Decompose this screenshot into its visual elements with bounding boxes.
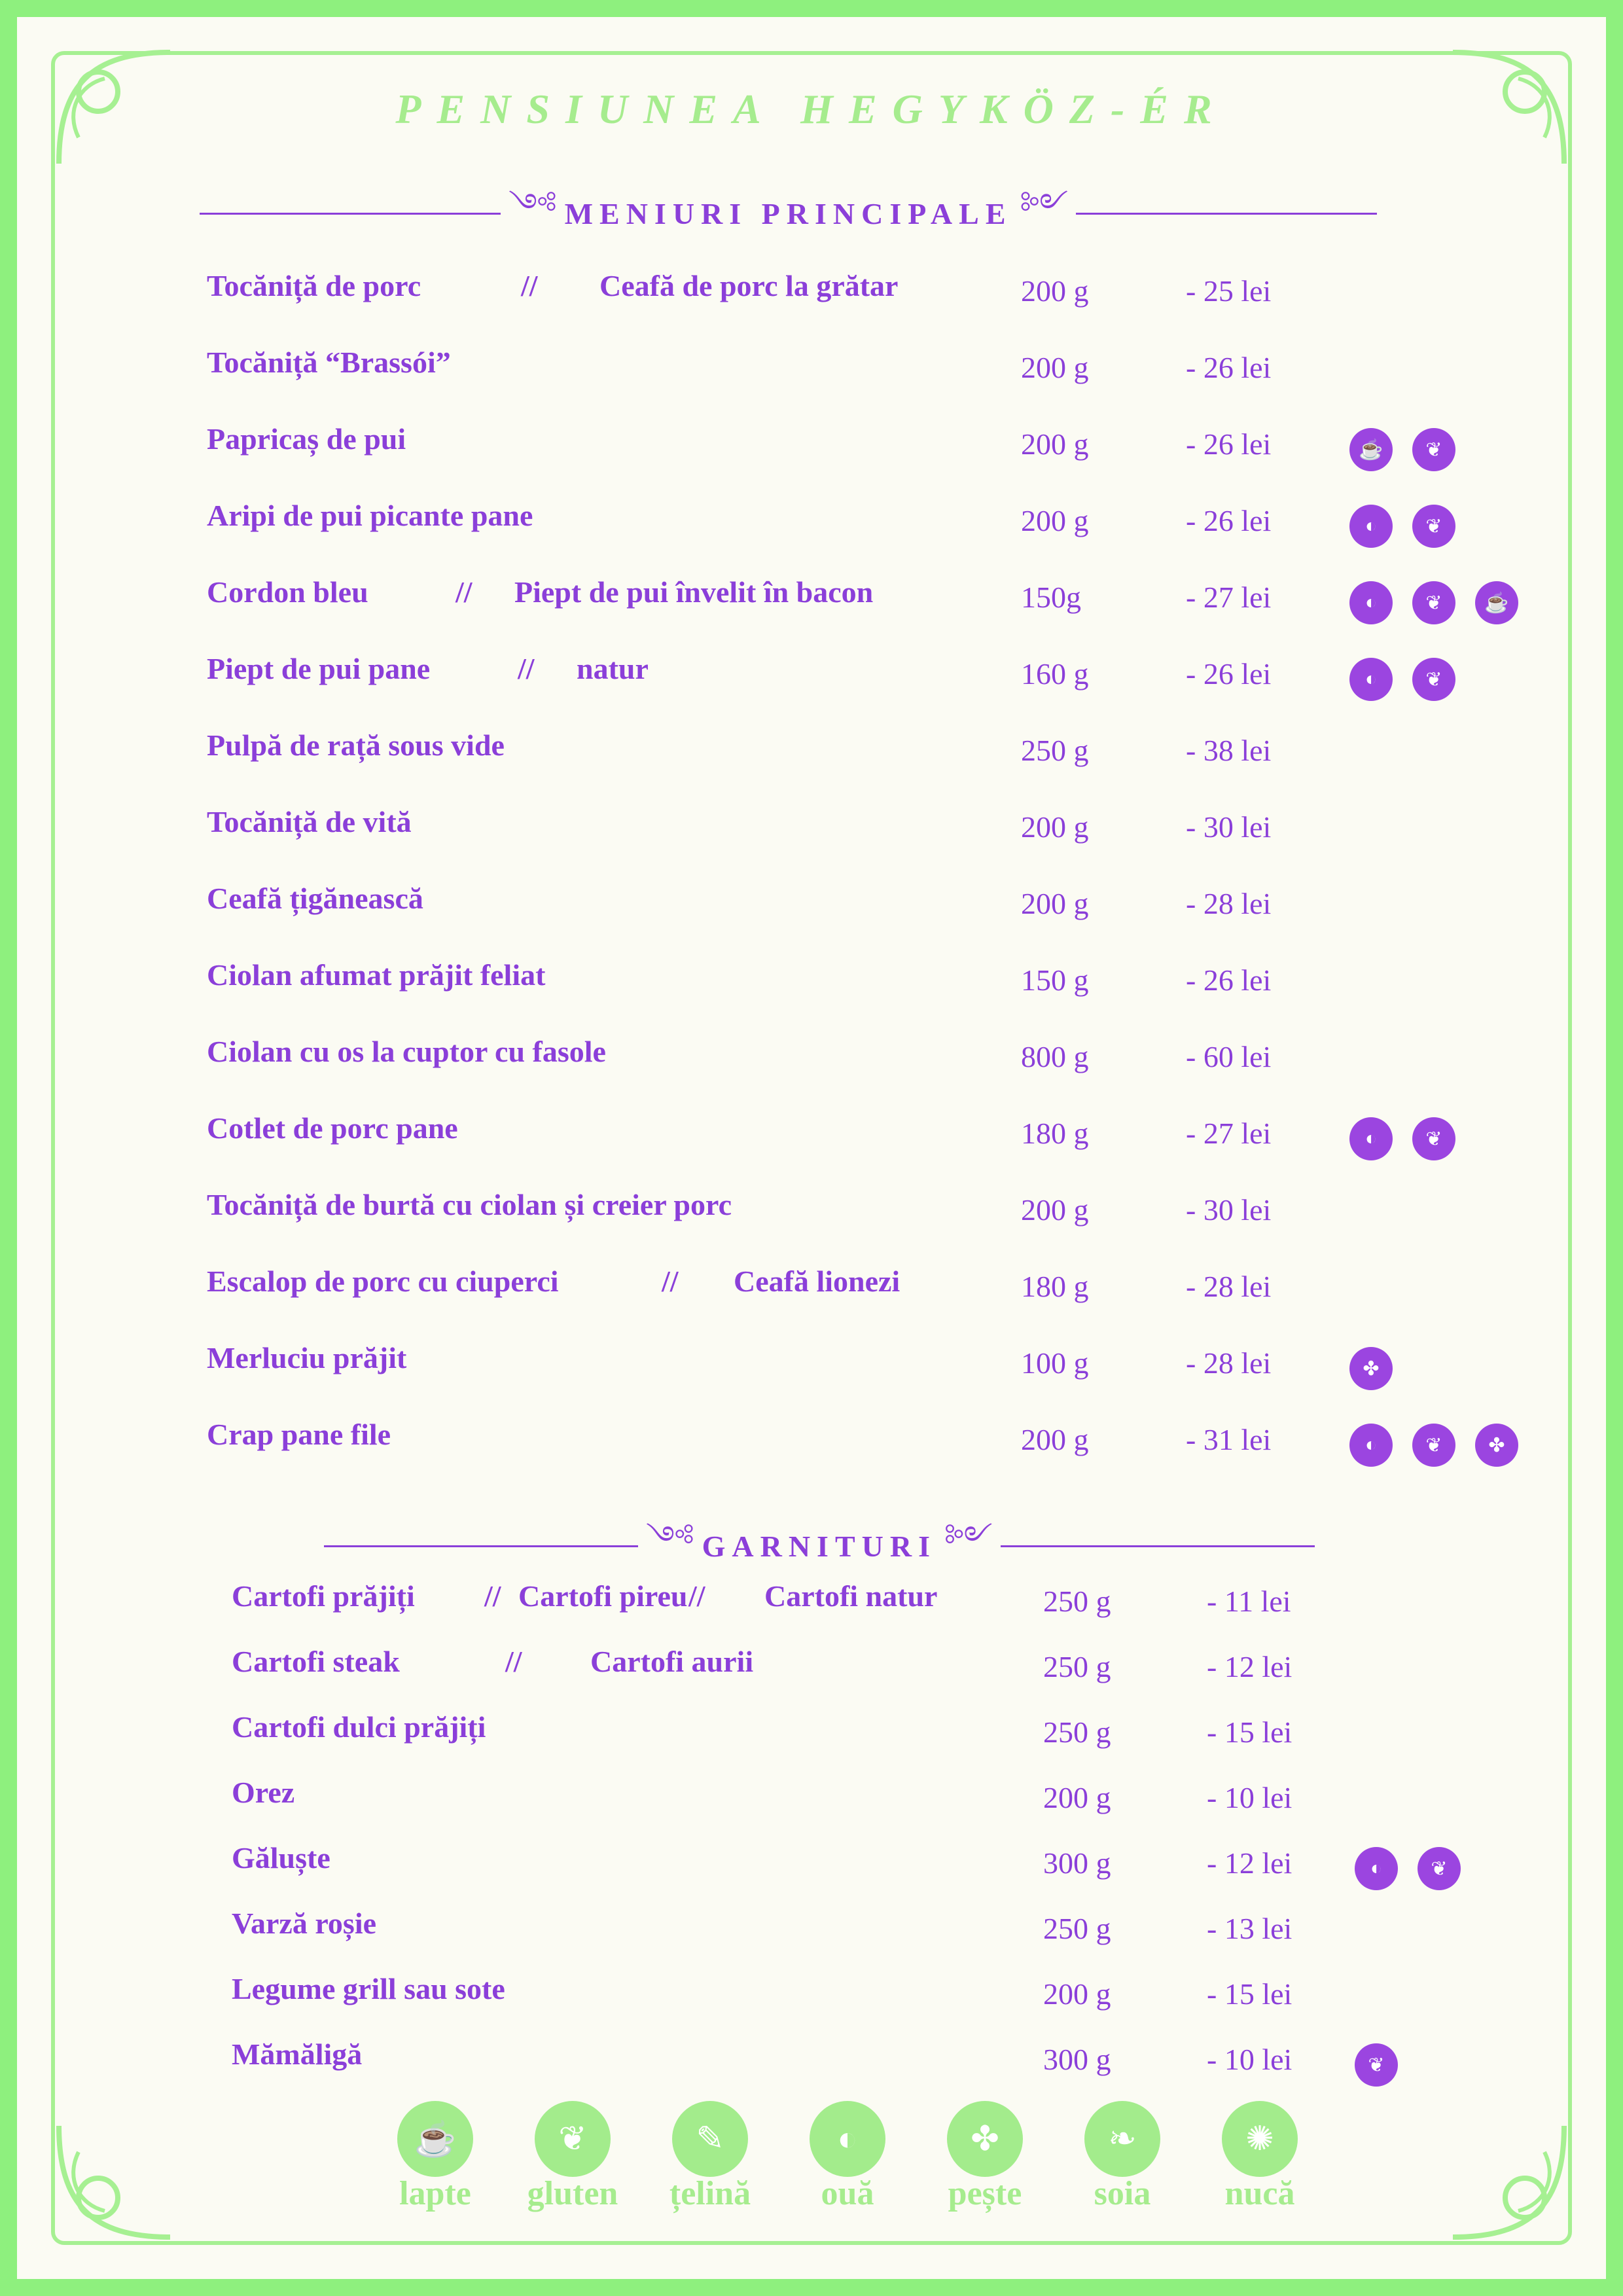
ornament-icon: ༻ bbox=[1020, 188, 1069, 221]
separator: // bbox=[505, 1645, 522, 1678]
allergen-icons bbox=[1355, 1847, 1480, 1890]
dish-name-part: Ceafă lionezi bbox=[734, 1265, 901, 1298]
celery-icon: ✎ bbox=[672, 2101, 748, 2177]
dish-name-part: Papricaș de pui bbox=[207, 422, 406, 456]
ornament-icon: ༻ bbox=[944, 1520, 993, 1554]
legend-item bbox=[779, 2101, 916, 2213]
dish-name-part: Cartofi pireu bbox=[518, 1579, 688, 1613]
legend-label: pește bbox=[948, 2175, 1022, 2212]
legend-label: lapte bbox=[399, 2175, 471, 2212]
dish-weight: 200 g bbox=[1021, 427, 1089, 461]
separator: // bbox=[662, 1265, 679, 1298]
dish-price: - 11 lei bbox=[1207, 1585, 1291, 1618]
dish-weight: 160 g bbox=[1021, 657, 1089, 691]
allergen-icons bbox=[1349, 428, 1475, 471]
dish-weight: 200 g bbox=[1021, 1423, 1089, 1456]
dish-price: - 26 lei bbox=[1186, 351, 1272, 384]
dish-name-part: Varză roșie bbox=[232, 1907, 377, 1940]
dish-price: - 12 lei bbox=[1207, 1650, 1293, 1683]
dish-name-part: Ceafă de porc la grătar bbox=[599, 269, 899, 302]
allergen-gluten-icon: ❦ bbox=[1412, 1117, 1455, 1160]
dish-weight: 180 g bbox=[1021, 1270, 1089, 1303]
dish-price: - 26 lei bbox=[1186, 427, 1272, 461]
dish-name-part: natur bbox=[577, 652, 649, 685]
dish-price: - 26 lei bbox=[1186, 657, 1272, 691]
allergen-gluten-icon: ❦ bbox=[1412, 505, 1455, 548]
dish-price: - 15 lei bbox=[1207, 1977, 1293, 2011]
dish-price: - 30 lei bbox=[1186, 810, 1272, 844]
page-title: PENSIUNEA HEGYKÖZ-ÉR bbox=[395, 86, 1228, 132]
separator: // bbox=[455, 575, 473, 609]
corner-ornament bbox=[52, 2119, 177, 2244]
dish-name-part: Cartofi steak bbox=[232, 1645, 400, 1678]
dish-name-part: Merluciu prăjit bbox=[207, 1341, 407, 1374]
allergen-pește-icon: ✤ bbox=[1475, 1424, 1518, 1467]
dish-price: - 28 lei bbox=[1186, 887, 1272, 920]
dish-name-part: Tocăniță de burtă cu ciolan și creier porc bbox=[207, 1188, 732, 1221]
dish-name-part: Escalop de porc cu ciuperci bbox=[207, 1265, 559, 1298]
allergen-gluten-icon: ❦ bbox=[1412, 428, 1455, 471]
allergen-ouă-icon: ◐ bbox=[1349, 581, 1393, 624]
fish-icon: ✤ bbox=[947, 2101, 1023, 2177]
separator: // bbox=[484, 1579, 501, 1613]
dish-name-part: Ceafă țigănească bbox=[207, 882, 423, 915]
dish-price: - 27 lei bbox=[1186, 1117, 1272, 1150]
separator: // bbox=[688, 1579, 705, 1613]
dish-name-part: Legume grill sau sote bbox=[232, 1972, 505, 2005]
dish-price: - 10 lei bbox=[1207, 1781, 1293, 1814]
allergen-gluten-icon: ❦ bbox=[1412, 1424, 1455, 1467]
legend-label: țelină bbox=[669, 2175, 751, 2212]
dish-weight: 150 g bbox=[1021, 963, 1089, 997]
legend-item bbox=[1191, 2101, 1329, 2213]
dish-name-part: Orez bbox=[232, 1776, 295, 1809]
header-rule bbox=[200, 213, 501, 215]
dish-weight: 200 g bbox=[1021, 504, 1089, 537]
dish-name-part: Ciolan cu os la cuptor cu fasole bbox=[207, 1035, 606, 1068]
dish-name-part: Pulpă de rață sous vide bbox=[207, 728, 505, 762]
dish-weight: 200 g bbox=[1021, 351, 1089, 384]
allergen-icons bbox=[1355, 2043, 1418, 2087]
allergen-ouă-icon: ◐ bbox=[1349, 1117, 1393, 1160]
dish-price: - 15 lei bbox=[1207, 1715, 1293, 1749]
legend-item bbox=[916, 2101, 1054, 2213]
dish-name-part: Aripi de pui picante pane bbox=[207, 499, 533, 532]
dish-name-part: Ciolan afumat prăjit feliat bbox=[207, 958, 546, 992]
section-header-garnish bbox=[324, 1504, 1315, 1588]
dish-weight: 200 g bbox=[1021, 887, 1089, 920]
allergen-ouă-icon: ◐ bbox=[1349, 658, 1393, 701]
dish-weight: 200 g bbox=[1021, 1193, 1089, 1227]
dish-weight: 100 g bbox=[1021, 1346, 1089, 1380]
legend-label: ouă bbox=[821, 2175, 874, 2212]
dish-name-part: Cotlet de porc pane bbox=[207, 1111, 458, 1145]
separator: // bbox=[518, 652, 535, 685]
allergen-ouă-icon: ◐ bbox=[1349, 1424, 1393, 1467]
allergen-ouă-icon: ◐ bbox=[1349, 505, 1393, 548]
dish-weight: 180 g bbox=[1021, 1117, 1089, 1150]
dish-name-part: Piept de pui învelit în bacon bbox=[514, 575, 874, 609]
legend-label: gluten bbox=[527, 2175, 618, 2212]
allergen-icons bbox=[1349, 581, 1538, 624]
separator: // bbox=[521, 269, 538, 302]
legend-item bbox=[504, 2101, 641, 2213]
legend-label: soia bbox=[1094, 2175, 1151, 2212]
milk-icon: ☕ bbox=[397, 2101, 473, 2177]
section-header-main bbox=[200, 171, 1377, 256]
dish-name-part: Cordon bleu bbox=[207, 575, 368, 609]
allergen-gluten-icon: ❦ bbox=[1355, 2043, 1398, 2087]
allergen-icons bbox=[1349, 1347, 1412, 1390]
dish-price: - 31 lei bbox=[1186, 1423, 1272, 1456]
nut-icon: ✺ bbox=[1222, 2101, 1298, 2177]
egg-icon: ◐ bbox=[810, 2101, 885, 2177]
dish-weight: 250 g bbox=[1043, 1585, 1111, 1618]
allergen-pește-icon: ✤ bbox=[1349, 1347, 1393, 1390]
dish-weight: 200 g bbox=[1021, 274, 1089, 308]
dish-price: - 60 lei bbox=[1186, 1040, 1272, 1073]
legend-item bbox=[641, 2101, 779, 2213]
dish-weight: 250 g bbox=[1043, 1912, 1111, 1945]
allergen-gluten-icon: ❦ bbox=[1412, 581, 1455, 624]
dish-name-part: Cartofi natur bbox=[764, 1579, 938, 1613]
soy-icon: ❧ bbox=[1084, 2101, 1160, 2177]
dish-price: - 26 lei bbox=[1186, 963, 1272, 997]
allergen-lapte-icon: ☕ bbox=[1349, 428, 1393, 471]
header-rule bbox=[1076, 213, 1377, 215]
dish-price: - 30 lei bbox=[1186, 1193, 1272, 1227]
allergen-icons bbox=[1349, 505, 1475, 548]
allergen-icons bbox=[1349, 658, 1475, 701]
allergen-icons bbox=[1349, 1117, 1475, 1160]
dish-price: - 10 lei bbox=[1207, 2043, 1293, 2076]
dish-name-part: Cartofi aurii bbox=[590, 1645, 754, 1678]
dish-price: - 28 lei bbox=[1186, 1346, 1272, 1380]
dish-name-part: Crap pane file bbox=[207, 1418, 391, 1451]
dish-weight: 200 g bbox=[1043, 1781, 1111, 1814]
dish-price: - 13 lei bbox=[1207, 1912, 1293, 1945]
dish-name-part: Piept de pui pane bbox=[207, 652, 431, 685]
ornament-icon: ༺ bbox=[646, 1520, 694, 1554]
corner-ornament bbox=[1446, 2119, 1571, 2244]
allergen-icons bbox=[1349, 1424, 1538, 1467]
allergen-gluten-icon: ❦ bbox=[1418, 1847, 1461, 1890]
dish-weight: 300 g bbox=[1043, 2043, 1111, 2076]
dish-weight: 250 g bbox=[1021, 734, 1089, 767]
dish-weight: 250 g bbox=[1043, 1715, 1111, 1749]
allergen-legend bbox=[366, 2101, 1329, 2213]
dish-name-part: Cartofi prăjiți bbox=[232, 1579, 415, 1613]
dish-price: - 25 lei bbox=[1186, 274, 1272, 308]
dish-price: - 27 lei bbox=[1186, 581, 1272, 614]
dish-price: - 12 lei bbox=[1207, 1846, 1293, 1880]
dish-price: - 28 lei bbox=[1186, 1270, 1272, 1303]
dish-price: - 38 lei bbox=[1186, 734, 1272, 767]
dish-name-part: Tocăniță de vită bbox=[207, 805, 412, 838]
section-title: MENIURI PRINCIPALE bbox=[564, 197, 1012, 230]
header-rule bbox=[1001, 1545, 1315, 1547]
dish-name-part: Mămăligă bbox=[232, 2037, 363, 2071]
dish-weight: 300 g bbox=[1043, 1846, 1111, 1880]
dish-price: - 26 lei bbox=[1186, 504, 1272, 537]
dish-name-part: Tocăniță de porc bbox=[207, 269, 421, 302]
dish-name-part: Cartofi dulci prăjiți bbox=[232, 1710, 486, 1744]
dish-weight: 200 g bbox=[1043, 1977, 1111, 2011]
section-title: GARNITURI bbox=[702, 1530, 936, 1563]
dish-name-part: Găluște bbox=[232, 1841, 330, 1874]
dish-name-part: Tocăniță “Brassói” bbox=[207, 346, 451, 379]
dish-weight: 800 g bbox=[1021, 1040, 1089, 1073]
allergen-lapte-icon: ☕ bbox=[1475, 581, 1518, 624]
legend-item bbox=[366, 2101, 504, 2213]
dish-weight: 200 g bbox=[1021, 810, 1089, 844]
dish-weight: 250 g bbox=[1043, 1650, 1111, 1683]
legend-item bbox=[1054, 2101, 1191, 2213]
ornament-icon: ༺ bbox=[508, 188, 557, 221]
legend-label: nucă bbox=[1224, 2175, 1295, 2212]
wheat-icon: ❦ bbox=[535, 2101, 611, 2177]
dish-weight: 150g bbox=[1021, 581, 1081, 614]
header-rule bbox=[324, 1545, 638, 1547]
allergen-ouă-icon: ◐ bbox=[1355, 1847, 1398, 1890]
allergen-gluten-icon: ❦ bbox=[1412, 658, 1455, 701]
